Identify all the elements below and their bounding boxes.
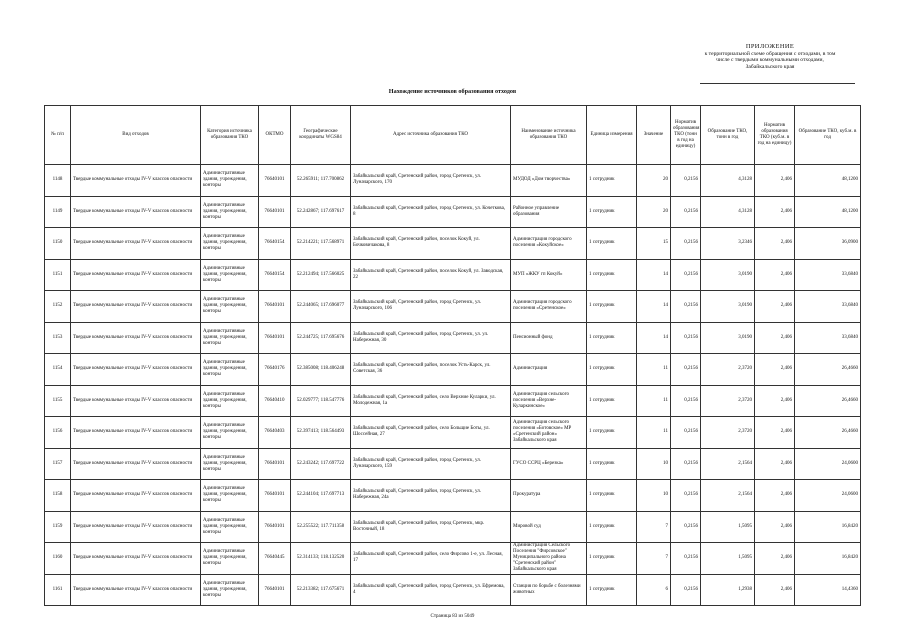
coordinates-cell: 52.244725; 117.695676 (291, 322, 351, 354)
norm-m3-cell: 2,406 (755, 385, 795, 417)
source-name-cell: Районное управление образования (511, 196, 587, 228)
coordinates-cell: 52.397413; 118.564493 (291, 417, 351, 449)
unit-cell: 1 сотрудник (587, 417, 637, 449)
row-number-cell: 1153 (45, 322, 71, 354)
value-cell: 20 (637, 165, 671, 197)
address-cell: Забайкальский край, Сретенский район, город Сретенск, ул. Ефремова, 4 (351, 574, 511, 606)
column-header: Географические координаты WGS84 (291, 106, 351, 165)
source-name-cell: Администрация Сельского Поселения "Фирсовское" Муниципального района "Сретенский район" Забайкальского края (511, 543, 587, 575)
norm-tons-cell: 0,2156 (671, 322, 701, 354)
unit-cell: 1 сотрудник (587, 291, 637, 323)
norm-m3-cell: 2,406 (755, 259, 795, 291)
source-name-cell: Мировой суд (511, 511, 587, 543)
unit-cell: 1 сотрудник (587, 259, 637, 291)
table-row (45, 165, 861, 197)
column-header: Образование ТКО, тонн в год (701, 106, 755, 165)
row-number-cell: 1149 (45, 196, 71, 228)
generation-m3-cell: 26,4660 (795, 417, 861, 449)
unit-cell: 1 сотрудник (587, 480, 637, 512)
norm-tons-cell: 0,2156 (671, 291, 701, 323)
generation-tons-cell: 3,0190 (701, 259, 755, 291)
value-cell: 7 (637, 511, 671, 543)
generation-m3-cell: 36,0900 (795, 228, 861, 260)
generation-tons-cell: 2,3720 (701, 354, 755, 386)
column-header: Категория источника образования ТКО (201, 106, 259, 165)
table-body (45, 165, 861, 606)
annex-line-4: Забайкальского края (745, 63, 795, 70)
value-cell: 11 (637, 354, 671, 386)
norm-m3-cell: 2,406 (755, 417, 795, 449)
unit-cell: 1 сотрудник (587, 448, 637, 480)
generation-m3-cell: 33,6840 (795, 322, 861, 354)
row-number-cell: 1159 (45, 511, 71, 543)
oktmo-code-cell: 76640445 (259, 543, 291, 575)
oktmo-code-cell: 76640403 (259, 417, 291, 449)
norm-m3-cell: 2,406 (755, 574, 795, 606)
value-cell: 7 (637, 543, 671, 575)
row-number-cell: 1148 (45, 165, 71, 197)
value-cell: 10 (637, 448, 671, 480)
row-number-cell: 1152 (45, 291, 71, 323)
unit-cell: 1 сотрудник (587, 228, 637, 260)
waste-type-cell: Твердые коммунальные отходы IV-V классов опасности (71, 354, 201, 386)
row-number-cell: 1158 (45, 480, 71, 512)
norm-tons-cell: 0,2156 (671, 543, 701, 575)
unit-cell: 1 сотрудник (587, 543, 637, 575)
column-header: Образование ТКО, куб.м. в год (795, 106, 861, 165)
table-row (45, 385, 861, 417)
address-cell: Забайкальский край, Сретенский район, город Сретенск, мкр. Восточный, 18 (351, 511, 511, 543)
value-cell: 11 (637, 385, 671, 417)
coordinates-cell: 52.385008; 118.406248 (291, 354, 351, 386)
oktmo-code-cell: 76640154 (259, 228, 291, 260)
annex-line-3: числе с твердыми коммунальными отходами, (716, 57, 824, 64)
generation-tons-cell: 2,1564 (701, 448, 755, 480)
generation-tons-cell: 1,5095 (701, 543, 755, 575)
table-header-row (45, 106, 861, 165)
source-name-cell: МУДОД «Дом творчества» (511, 165, 587, 197)
source-name-cell: Станция по борьбе с болезнями животных (511, 574, 587, 606)
source-category-cell: Административные здания, учреждения, конторы (201, 259, 259, 291)
row-number-cell: 1160 (45, 543, 71, 575)
table-row (45, 259, 861, 291)
source-category-cell: Административные здания, учреждения, конторы (201, 574, 259, 606)
source-name-cell: Администрация городского поселения «Кокуйское» (511, 228, 587, 260)
annex-block (690, 44, 850, 70)
table-row (45, 291, 861, 323)
waste-type-cell: Твердые коммунальные отходы IV-V классов опасности (71, 511, 201, 543)
address-cell: Забайкальский край, Сретенский район, город Сретенск, ул. Кочеткова, 8 (351, 196, 511, 228)
value-cell: 14 (637, 322, 671, 354)
coordinates-cell: 52.244065; 117.696077 (291, 291, 351, 323)
norm-m3-cell: 2,406 (755, 228, 795, 260)
norm-tons-cell: 0,2156 (671, 511, 701, 543)
generation-tons-cell: 2,3720 (701, 385, 755, 417)
generation-tons-cell: 2,3720 (701, 417, 755, 449)
unit-cell: 1 сотрудник (587, 354, 637, 386)
table-row (45, 448, 861, 480)
column-header: № п/п (45, 106, 71, 165)
row-number-cell: 1150 (45, 228, 71, 260)
coordinates-cell: 52.314133; 118.132520 (291, 543, 351, 575)
generation-m3-cell: 26,4660 (795, 354, 861, 386)
page-title: Нахождение источников образования отходов (388, 88, 517, 95)
row-number-cell: 1151 (45, 259, 71, 291)
column-header: Наименование источника образования ТКО (511, 106, 587, 165)
waste-type-cell: Твердые коммунальные отходы IV-V классов опасности (71, 480, 201, 512)
norm-tons-cell: 0,2156 (671, 354, 701, 386)
source-name-cell: Администрация сельского поселения «Верхне-Куларкинское» (511, 385, 587, 417)
table-row (45, 574, 861, 606)
table-row (45, 543, 861, 575)
table-row (45, 196, 861, 228)
address-cell: Забайкальский край, Сретенский район, поселок Кокуй, ул. Заводская, 22 (351, 259, 511, 291)
oktmo-code-cell: 76640176 (259, 354, 291, 386)
address-cell: Забайкальский край, Сретенский район, город Сретенск, ул. Луначарского, 170 (351, 165, 511, 197)
address-cell: Забайкальский край, Сретенский район, село Фирсово 1-е, ул. Лесная, 17 (351, 543, 511, 575)
waste-type-cell: Твердые коммунальные отходы IV-V классов опасности (71, 448, 201, 480)
generation-tons-cell: 1,2938 (701, 574, 755, 606)
address-cell: Забайкальский край, Сретенский район, город Сретенск, ул. Луначарского, 106 (351, 291, 511, 323)
source-category-cell: Административные здания, учреждения, конторы (201, 291, 259, 323)
waste-type-cell: Твердые коммунальные отходы IV-V классов опасности (71, 196, 201, 228)
coordinates-cell: 52.243242; 117.697722 (291, 448, 351, 480)
source-name-cell: Прокуратура (511, 480, 587, 512)
unit-cell: 1 сотрудник (587, 385, 637, 417)
oktmo-code-cell: 76640101 (259, 480, 291, 512)
norm-m3-cell: 2,406 (755, 196, 795, 228)
row-number-cell: 1155 (45, 385, 71, 417)
oktmo-code-cell: 76640410 (259, 385, 291, 417)
annex-title: ПРИЛОЖЕНИЕ (745, 43, 795, 50)
generation-m3-cell: 33,6840 (795, 259, 861, 291)
generation-m3-cell: 48,1200 (795, 196, 861, 228)
generation-m3-cell: 14,4360 (795, 574, 861, 606)
table-row (45, 480, 861, 512)
coordinates-cell: 52.265911; 117.700862 (291, 165, 351, 197)
address-cell: Забайкальский край, Сретенский район, поселок Усть-Карск, ул. Советская, 36 (351, 354, 511, 386)
row-number-cell: 1161 (45, 574, 71, 606)
sources-table (44, 105, 861, 606)
unit-cell: 1 сотрудник (587, 322, 637, 354)
norm-tons-cell: 0,2156 (671, 196, 701, 228)
generation-m3-cell: 26,4660 (795, 385, 861, 417)
generation-m3-cell: 33,6840 (795, 291, 861, 323)
column-header: ОКТМО (259, 106, 291, 165)
waste-type-cell: Твердые коммунальные отходы IV-V классов опасности (71, 165, 201, 197)
column-header: Адрес источника образования ТКО (351, 106, 511, 165)
column-header: Единица измерения (587, 106, 637, 165)
waste-type-cell: Твердые коммунальные отходы IV-V классов опасности (71, 417, 201, 449)
generation-tons-cell: 1,5095 (701, 511, 755, 543)
generation-tons-cell: 4,3128 (701, 196, 755, 228)
source-name-cell: МУП «ЖКУ гп Кокуй» (511, 259, 587, 291)
coordinates-cell: 52.029777; 118.547776 (291, 385, 351, 417)
norm-tons-cell: 0,2156 (671, 574, 701, 606)
source-category-cell: Административные здания, учреждения, конторы (201, 480, 259, 512)
source-category-cell: Административные здания, учреждения, конторы (201, 543, 259, 575)
unit-cell: 1 сотрудник (587, 165, 637, 197)
waste-type-cell: Твердые коммунальные отходы IV-V классов опасности (71, 385, 201, 417)
value-cell: 14 (637, 291, 671, 323)
source-category-cell: Административные здания, учреждения, конторы (201, 228, 259, 260)
norm-tons-cell: 0,2156 (671, 480, 701, 512)
oktmo-code-cell: 76640101 (259, 165, 291, 197)
generation-tons-cell: 3,0190 (701, 322, 755, 354)
coordinates-cell: 52.244104; 117.697713 (291, 480, 351, 512)
norm-tons-cell: 0,2156 (671, 228, 701, 260)
norm-tons-cell: 0,2156 (671, 165, 701, 197)
generation-m3-cell: 16,8420 (795, 543, 861, 575)
source-name-cell: Пенсионный фонд (511, 322, 587, 354)
table-row (45, 354, 861, 386)
waste-type-cell: Твердые коммунальные отходы IV-V классов опасности (71, 322, 201, 354)
source-name-cell: ГУСО ССРЦ «Березка» (511, 448, 587, 480)
generation-tons-cell: 2,1564 (701, 480, 755, 512)
table-row (45, 511, 861, 543)
generation-m3-cell: 24,0600 (795, 480, 861, 512)
waste-type-cell: Твердые коммунальные отходы IV-V классов опасности (71, 574, 201, 606)
source-category-cell: Административные здания, учреждения, конторы (201, 511, 259, 543)
oktmo-code-cell: 76640101 (259, 291, 291, 323)
value-cell: 6 (637, 574, 671, 606)
norm-m3-cell: 2,406 (755, 480, 795, 512)
unit-cell: 1 сотрудник (587, 574, 637, 606)
norm-tons-cell: 0,2156 (671, 417, 701, 449)
norm-m3-cell: 2,406 (755, 448, 795, 480)
source-category-cell: Административные здания, учреждения, конторы (201, 417, 259, 449)
value-cell: 10 (637, 480, 671, 512)
row-number-cell: 1157 (45, 448, 71, 480)
source-category-cell: Административные здания, учреждения, конторы (201, 354, 259, 386)
address-cell: Забайкальский край, Сретенский район, город Сретенск, ул. Луначарского, 159 (351, 448, 511, 480)
table-row (45, 417, 861, 449)
value-cell: 15 (637, 228, 671, 260)
unit-cell: 1 сотрудник (587, 196, 637, 228)
row-number-cell: 1156 (45, 417, 71, 449)
source-name-cell: Администрация сельского поселения «Ботовское» МР «Сретенский район» Забайкальского края (511, 417, 587, 449)
coordinates-cell: 52.212494; 117.566025 (291, 259, 351, 291)
column-header: Норматив образования ТКО (куб.м. в год на единицу) (755, 106, 795, 165)
table-row (45, 228, 861, 260)
norm-tons-cell: 0,2156 (671, 448, 701, 480)
column-header: Значение (637, 106, 671, 165)
annex-underline (700, 83, 855, 84)
norm-m3-cell: 2,406 (755, 543, 795, 575)
oktmo-code-cell: 76640101 (259, 448, 291, 480)
source-category-cell: Административные здания, учреждения, конторы (201, 448, 259, 480)
column-header: Норматив образования ТКО (тонн в год на единицу) (671, 106, 701, 165)
address-cell: Забайкальский край, Сретенский район, город Сретенск, ул. ул. Набережная, 30 (351, 322, 511, 354)
waste-type-cell: Твердые коммунальные отходы IV-V классов опасности (71, 259, 201, 291)
waste-type-cell: Твердые коммунальные отходы IV-V классов опасности (71, 291, 201, 323)
generation-tons-cell: 4,3128 (701, 165, 755, 197)
oktmo-code-cell: 76640101 (259, 322, 291, 354)
waste-type-cell: Твердые коммунальные отходы IV-V классов опасности (71, 228, 201, 260)
coordinates-cell: 52.214221; 117.568971 (291, 228, 351, 260)
norm-m3-cell: 2,406 (755, 291, 795, 323)
source-name-cell: Администрация (511, 354, 587, 386)
annex-line-2: к территориальной схеме обращения с отходами, в том (704, 50, 836, 57)
value-cell: 14 (637, 259, 671, 291)
address-cell: Забайкальский край, Сретенский район, село Больщие Боты, ул. Шоссейная, 27 (351, 417, 511, 449)
address-cell: Забайкальский край, Сретенский район, поселок Кокуй, ул. Бочковичакова, 8 (351, 228, 511, 260)
value-cell: 20 (637, 196, 671, 228)
page-footer: Страница 83 из 5049 (430, 614, 475, 619)
column-header: Вид отходов (71, 106, 201, 165)
source-name-cell: Администрация городского поселения «Сретенское» (511, 291, 587, 323)
norm-m3-cell: 2,406 (755, 322, 795, 354)
address-cell: Забайкальский край, Сретенский район, село Верхние Куларки, ул. Молодежная, 1а (351, 385, 511, 417)
norm-m3-cell: 2,406 (755, 165, 795, 197)
generation-m3-cell: 16,8420 (795, 511, 861, 543)
table-row (45, 322, 861, 354)
generation-m3-cell: 48,1200 (795, 165, 861, 197)
norm-m3-cell: 2,406 (755, 511, 795, 543)
waste-type-cell: Твердые коммунальные отходы IV-V классов опасности (71, 543, 201, 575)
oktmo-code-cell: 76640101 (259, 196, 291, 228)
address-cell: Забайкальский край, Сретенский район, город Сретенск, ул. Набережная, 24а (351, 480, 511, 512)
source-category-cell: Административные здания, учреждения, конторы (201, 165, 259, 197)
generation-m3-cell: 24,0600 (795, 448, 861, 480)
norm-m3-cell: 2,406 (755, 354, 795, 386)
unit-cell: 1 сотрудник (587, 511, 637, 543)
coordinates-cell: 52.242867; 117.697617 (291, 196, 351, 228)
oktmo-code-cell: 76640101 (259, 511, 291, 543)
coordinates-cell: 52.213382; 117.675671 (291, 574, 351, 606)
norm-tons-cell: 0,2156 (671, 259, 701, 291)
source-category-cell: Административные здания, учреждения, конторы (201, 385, 259, 417)
source-category-cell: Административные здания, учреждения, конторы (201, 322, 259, 354)
generation-tons-cell: 3,0190 (701, 291, 755, 323)
oktmo-code-cell: 76640101 (259, 574, 291, 606)
generation-tons-cell: 3,2346 (701, 228, 755, 260)
value-cell: 11 (637, 417, 671, 449)
oktmo-code-cell: 76640154 (259, 259, 291, 291)
source-category-cell: Административные здания, учреждения, конторы (201, 196, 259, 228)
norm-tons-cell: 0,2156 (671, 385, 701, 417)
coordinates-cell: 52.255522; 117.711358 (291, 511, 351, 543)
row-number-cell: 1154 (45, 354, 71, 386)
